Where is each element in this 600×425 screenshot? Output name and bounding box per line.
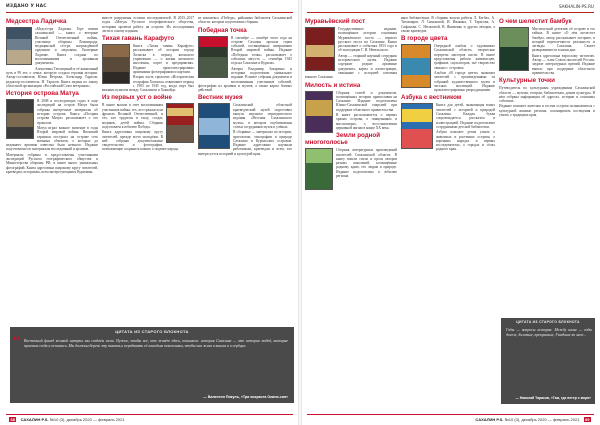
article-heading-pervye-usta: Из первых уст о войне — [102, 94, 172, 102]
article-heading-medsestra: Медсестра Ладичка — [6, 18, 67, 25]
article-text: Путеводитель по культурным учреждениям Сахалинской области — музеям, театрам, библиотекам, домам культуры. В нём собрана информация об адресах, истории и основных событиях. — [499, 86, 595, 104]
quote-signature: — Николай Тарасов, «Там, где ветер с моря» — [515, 396, 591, 400]
right-column-3 — [499, 16, 595, 316]
right-column-2 — [401, 16, 495, 416]
site-url: SAKHALIN-PS.RU — [558, 4, 594, 9]
footer-left — [6, 417, 125, 422]
article-heading-kulturnye-tochki: Культурные точки — [499, 77, 555, 85]
book-cover-zemli-rodnoy — [305, 148, 333, 190]
magazine-brand: САХАЛИН Р.S. — [475, 417, 504, 422]
magazine-brand: САХАЛИН Р.S. — [20, 417, 49, 422]
article-heading-milost: Милость и истина — [305, 81, 361, 89]
article-text: Вторая часть трилогии «Историческая география Холмска» охватывает период с 1905 по 1945 год, когда порт был важным пунктом между Сахалином и Хоккайдо. — [102, 75, 194, 93]
article-heading-pobednaya-tochka: Победная точка — [198, 26, 247, 34]
article-text: Издание поможет жителям и гостям острова познакомиться с культурной жизнью региона, спланировать посещения и узнать о традициях края. — [499, 104, 595, 118]
article-heading-zemli-rodnoy: Земли родной многоголосье — [305, 132, 380, 147]
quote-block-right — [501, 318, 595, 404]
quote-text: Восточный фасад великой империи мы создаём сами. Нужно, чтобы все, кто живёт здесь, понимали: история Сахалина — это история людей, которые приехали сюда и остались. Мы должны беречь эту память и передавать её молодым поколениям, чтобы она жила в книгах и в сердцах. — [24, 339, 288, 348]
article-text: В сборнике — материалы по истории, археологии, этнографии и природе Сахалина и Курильских островов. Издание адресовано научным работникам, краеведам и всем, кто интересуется историей и культурой края. — [198, 130, 292, 156]
quote-title: ЦИТАТА ИЗ СТАРОГО БЛОКНОТА — [115, 329, 189, 334]
article-text: «Медсестра Ладичка. Горе имени сахалинской — книга о ветеране Великой Отечественной войны, участнице обороны Ленинграда, медицинской сестре, награждённой орденами и медалями, Екатерине Ладичке. Книга создана по воспоминаниям и архивным документам. — [35, 27, 98, 66]
article-text: Автор — старший научный сотрудник исторического музея. Издание содержит редкие архивные документы, карты и иллюстрации, связанные с историей освоения южного Сахалина. — [305, 53, 397, 80]
article-text: Сборник литературных произведений писателей Сахалинской области. В книгу вошли стихи и проза авторов разных поколений, посвящённые родному краю, его людям и природе. Издание подготовлено к юбилею региона. — [336, 148, 397, 179]
article-text: В 2008 и последующих годах в ходе экспедиций на остров Матуа были собраны интересные материалы об истории острова. Книга «История острова Матуа» рассказывает о его прошлом. — [37, 99, 98, 125]
book-cover-medsestra — [6, 27, 32, 65]
header-rule — [307, 12, 594, 13]
page-number: 68 — [10, 417, 15, 422]
left-column-2 — [102, 16, 194, 324]
book-cover-karafuto — [102, 44, 130, 84]
article-heading-matua: История острова Матуа — [6, 90, 79, 98]
right-page — [301, 0, 600, 425]
quote-mark-icon: “ — [13, 334, 20, 349]
quote-title: ЦИТАТА ИЗ СТАРОГО БЛОКНОТА — [516, 320, 580, 324]
article-heading-vestnik-muzeya: Вестник музея — [198, 94, 243, 102]
article-text: Государственное издание, посвящённое истории основания Муравьёвского поста — первого русского поста на Сахалине. Книга рассказывает о событиях 1853 года и об экспедиции Г. И. Невельского. — [338, 27, 397, 53]
article-text: Азбука поможет детям узнать о животных и растениях острова, о коренных народах и первых исследователях, о городах и сёлах родного края. — [436, 130, 495, 152]
issue-info: №10 (3), декабрь 2020 — февраль 2021 — [504, 417, 580, 422]
section-tab: ИЗДАНО У НАС — [6, 4, 47, 9]
article-text: В книге рассказывается о первых храмах острова, о священниках и миссионерах, о восстановлении церковной жизни в конце XX века. — [336, 113, 397, 130]
article-text: Книга адресована широкому кругу читателей, прежде всего молодёжи. В ней собраны документальные свидетельства и фотографии, позволяющие сохранить память о подвиге народа. — [102, 130, 179, 152]
book-cover-bambuk — [499, 27, 529, 71]
quote-text: Годы — вопросы истории. Между нами — годы доселе, Золотые, прекрасные, Ушедшие во мгле... — [506, 328, 592, 337]
left-column-1 — [6, 16, 98, 324]
article-text: вместе разрушены остатки исследователей. В 2015–2017 годах «Матуа» Русского географического общества, историки провели работу на острове. Их исследования легли в основу издания. — [102, 16, 194, 33]
quote-signature: — Валентин Пикуль, «Три возраста Окини-сан» — [203, 395, 288, 399]
book-cover-pervye-usta — [166, 103, 194, 143]
article-text: Альбом «В городе цвета» знакомит читателей с произведениями из собраний художественного музея и частных коллекций. Издание проиллюстрировано репродукциями. — [434, 70, 495, 93]
footer-right — [475, 417, 594, 422]
article-text: Матуа играл важное значение в годы Второй мировой войны. Японский гарнизон построил на острове сеть военных объектов, о которых до недавнего времени известно было немного. Издание подготовлено по материалам исследований и архивов. — [6, 125, 98, 152]
article-heading-bambuk: О чем шелестит бамбук — [499, 18, 572, 25]
article-text: Материалы собраны и предоставлены участниками экспедиций Русского географического общества и Министерства обороны РФ, в книге много уникальных фотографий. Книга адресована широкому кругу читателей, краеведам, историкам, всем интересующимся Курилами. — [6, 152, 98, 174]
article-text: Очередной альбом о художниках Сахалинской области, творческие портреты мастеров кисти. В книге представлены работы живописцев, графиков, скульпторов, чьё творчество связано с островом. — [434, 44, 495, 70]
left-page — [0, 0, 299, 425]
article-text: ным библиотекам. В сборник вошли работы Л. Бегбах, А. Тихомиров, Л. Синьковой, И. Ивакина, Т. Тарасова, А. Сафонова, С. Негаповой, В. Якименко и других авторов, а также краеведов. — [401, 16, 495, 33]
article-text: В сентябре — октябре этого года на острове Сахалин прошла серия событий, посвящённых завершению Второй мировой войны. Издание «Победная точка» рассказывает о событиях августа — сентября 1945 года на Сахалине и Курилах. — [231, 35, 292, 66]
page-number: 69 — [585, 417, 590, 422]
book-cover-pobednaya-tochka — [198, 36, 228, 78]
article-text: из комплекса «Победа», районных библиотек Сахалинской области, которые подготовили сборник. — [198, 16, 292, 25]
book-cover-v-gorode-tsveta — [401, 44, 431, 88]
book-cover-milost — [305, 91, 333, 133]
article-heading-karafuto: Тихая гавань Карафуто — [102, 35, 175, 43]
article-text: Алексеевна Теплициной и её жизненный путь в 99 лет, о семье, которую создала героиня истории. Автор-составитель Юлия Ветрова, Александр Тарасов, редактор-составитель. Н. Тарасов. Книга издана по заказу областной организации «Российский Союз ветеранов». — [6, 66, 98, 88]
footer-rule — [307, 414, 594, 415]
quote-block-left — [10, 327, 294, 403]
article-text: Мистический детектив об острове и его тайнах. В книге «О чём шелестит бамбук» автор рассказывает историю, в которой переплетаются реальность и легенды Сахалина. Сюжет разворачивается в наши дни. — [532, 27, 595, 53]
article-text: Сборник статей и документов, посвящённых истории православия на Сахалине. Издание подготовлено Южно-Сахалинской епархией при поддержке областного правительства. — [336, 90, 397, 112]
article-text: Книга для детей, знакомящая юных читателей с историей и природой Сахалина. Каждая буква сопровождается рассказом и иллюстрацией. Издание подготовлено сотрудниками детской библиотеки. — [436, 103, 495, 129]
article-heading-muravievsky: Муравьёвский пост — [305, 18, 366, 25]
article-text: В книге вышли в свет воспоминания участников войны, тех, кто сражался на фронтах Великой Отечественной, и тех, кто трудился в тылу, солдат, медиков, детей войны. Сборник подготовлен к юбилею Победы. — [102, 103, 163, 129]
book-cover-vestnik — [198, 103, 230, 149]
article-text: Книга «Тихая гавань Карафуто» рассказывает об истории города Холмска в период японского управления — о жизни японского населения, порте и предприятиях. Издание проиллюстрировано архивными фотографиями и картами. — [133, 44, 194, 74]
book-cover-matua — [6, 99, 34, 139]
book-cover-azbuka — [401, 103, 433, 149]
article-text: Книга адресована взрослому читателю. Автор — член Союза писателей России, лауреат литературных премий. Издание вышло при поддержке областного правительства. — [532, 53, 595, 75]
book-cover-muravievsky — [305, 27, 335, 71]
footer-rule — [6, 414, 293, 415]
article-text: Сахалинский областной краеведческий музей подготовил выпуск научного периодического издания «Вестник Сахалинского музея», в котором опубликованы статьи сотрудников музея и учёных. — [233, 103, 292, 129]
right-column-1 — [305, 16, 397, 416]
header-rule — [6, 12, 293, 13]
article-heading-azbuka: Азбука с вестником — [401, 94, 462, 102]
article-heading-v-gorode-tsveta: В городе цвета — [401, 35, 448, 43]
issue-info: №10 (3), декабрь 2020 — февраль 2021 — [49, 417, 125, 422]
article-text: Авторы Владимир Захаренко и историки подготовили уникальное издание. В книге собраны документы и воспоминания участников событий, фотографии из архивов и музеев, а также карты боевых действий. — [198, 66, 292, 93]
left-column-3 — [198, 16, 292, 324]
